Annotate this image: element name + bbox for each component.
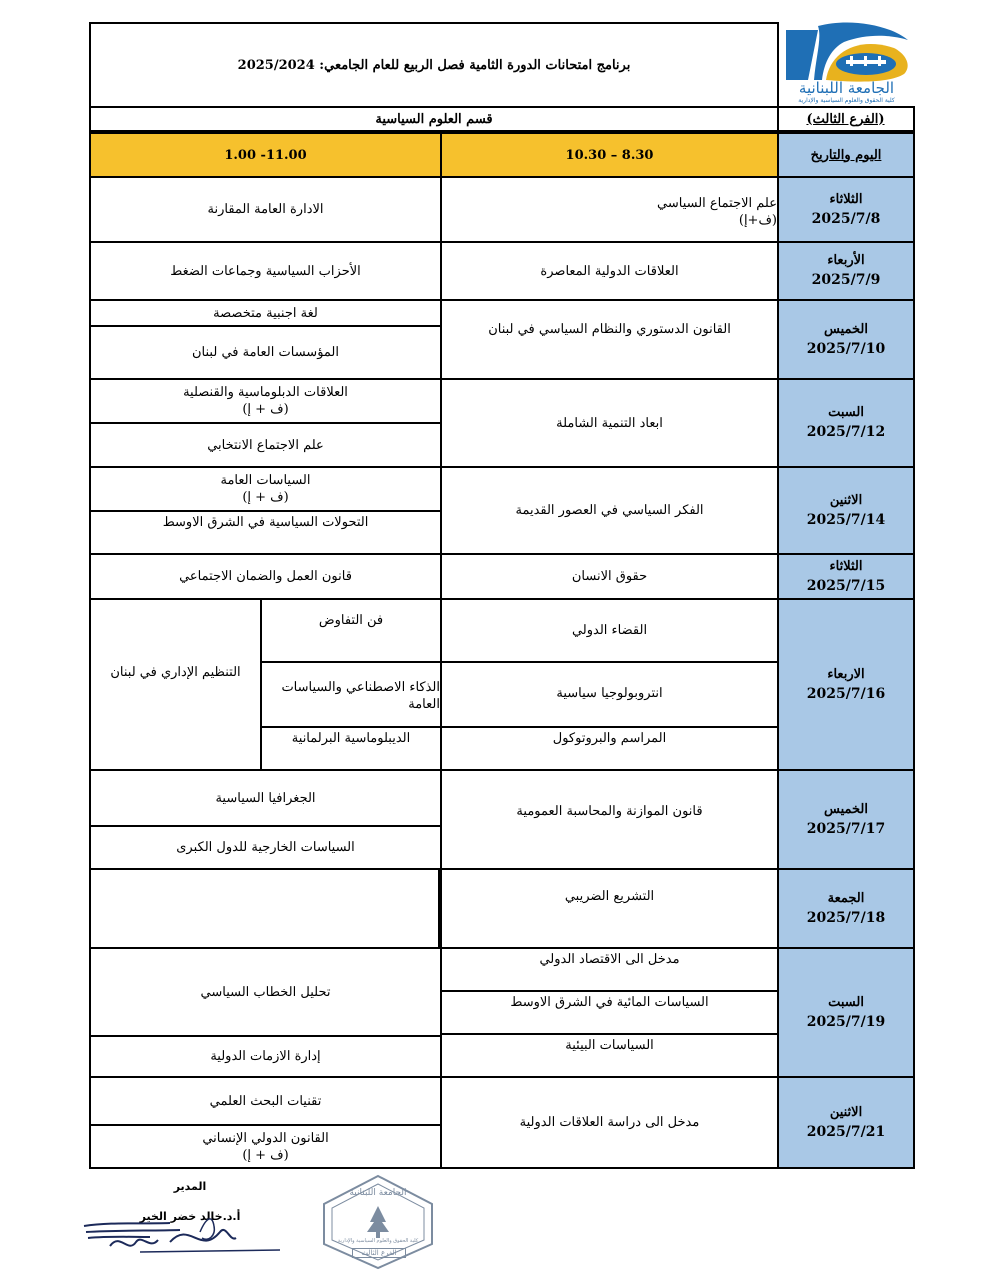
exam-subject: انتروبولوجيا سياسية: [556, 686, 663, 701]
slot1-row9: [440, 868, 779, 949]
slot1c-row7: [440, 726, 779, 771]
day-date: 2025/7/16: [806, 685, 886, 702]
day-name: الثلاثاء: [829, 558, 863, 574]
day-cell-row3: [777, 299, 915, 380]
director-role: المدير: [173, 1180, 207, 1193]
slot2b-row4: [89, 422, 442, 468]
day-cell-row4: [777, 378, 915, 468]
slot1a-row7: [440, 598, 779, 663]
day-date: 2025/7/10: [806, 340, 886, 357]
slot1a-row10: [440, 947, 779, 992]
day-cell-row6: [777, 553, 915, 600]
day-date: 2025/7/17: [806, 820, 886, 837]
day-date: 2025/7/12: [806, 424, 886, 440]
day-name: الجمعة: [827, 890, 865, 906]
exam-subject: لغة اجنبية متخصصة: [213, 305, 318, 321]
logo-subtext: كلية الحقوق والعلوم السياسية والإدارية: [798, 97, 895, 104]
slot2-outer-row7: [89, 598, 262, 771]
exam-note: (ف+إ): [738, 212, 777, 228]
slot2-row9-empty: [89, 868, 442, 949]
slot2-inner-c-row7: [260, 726, 442, 771]
day-date: 2025/7/8: [811, 210, 881, 227]
slot2b-row5: [89, 510, 442, 555]
slot1-row2: [440, 241, 779, 301]
exam-subject: التنظيم الإداري في لبنان: [110, 665, 241, 680]
slot1-row3: [440, 299, 779, 380]
exam-subject: العامة: [408, 696, 440, 712]
exam-subject: السياسات الخارجية للدول الكبرى: [176, 840, 355, 855]
slot2-row1: [89, 176, 442, 243]
signature-icon: [80, 1212, 290, 1262]
day-cell-row7: [777, 598, 915, 771]
logo-text: الجامعة اللبنانية: [798, 79, 895, 97]
slot2-row2: [89, 241, 442, 301]
schedule-title: برنامج امتحانات الدورة الثامية فصل الربيع للعام الجامعي: 2025/2024: [237, 57, 631, 73]
branch-name: (الفرع الثالث): [806, 111, 885, 127]
exam-subject: الجغرافيا السياسية: [215, 790, 316, 806]
exam-subject: تحليل الخطاب السياسي: [200, 984, 331, 1000]
slot2a-row3: [89, 299, 442, 327]
exam-subject: مدخل الى الاقتصاد الدولي: [539, 952, 680, 967]
day-date: 2025/7/18: [806, 909, 886, 926]
exam-subject: المراسم والبروتوكول: [552, 731, 667, 746]
slot1c-row10: [440, 1033, 779, 1078]
slot2a-row4: [89, 378, 442, 424]
day-name: الثلاثاء: [829, 191, 863, 207]
slot2b-row3: [89, 325, 442, 380]
day-name: الخميس: [824, 801, 868, 817]
day-name: الاثنين: [829, 1104, 863, 1120]
slot2-time: 1.00 -11.00: [224, 147, 307, 163]
exam-note: (ف + إ): [242, 490, 289, 505]
exam-subject: الذكاء الاصطناعي والسياسات: [281, 679, 440, 695]
day-cell-row9: [777, 868, 915, 949]
day-cell-row10: [777, 947, 915, 1078]
schedule-title-cell: [89, 22, 779, 108]
slot2b-row11: [89, 1124, 442, 1169]
header-slot1: [440, 132, 779, 178]
exam-subject: علم الاجتماع الانتخابي: [207, 437, 324, 453]
exam-subject: القانون الدولي الإنساني: [202, 1130, 329, 1146]
exam-subject: التحولات السياسية في الشرق الاوسط: [162, 515, 369, 530]
exam-subject: العلاقات الدولية المعاصرة: [540, 263, 679, 279]
slot2a-row11: [89, 1076, 442, 1126]
exam-subject: مدخل الى دراسة العلاقات الدولية: [519, 1115, 700, 1130]
slot1b-row10: [440, 990, 779, 1035]
day-date: 2025/7/14: [806, 511, 886, 528]
day-date: 2025/7/9: [811, 272, 881, 288]
exam-subject: المؤسسات العامة في لبنان: [192, 345, 339, 360]
exam-subject: السياسات المائية في الشرق الاوسط: [510, 995, 709, 1010]
exam-subject: تقنيات البحث العلمي: [209, 1093, 322, 1109]
day-cell-row5: [777, 466, 915, 555]
department-cell: [89, 106, 779, 132]
exam-subject: السياسات البيئية: [565, 1038, 654, 1053]
day-name: الأربعاء: [827, 253, 865, 268]
header-slot2: [89, 132, 442, 178]
stamp-line2: كلية الحقوق والعلوم السياسية والإدارية: [337, 1238, 419, 1244]
day-name: الاربعاء: [827, 666, 865, 682]
slot2-inner-a-row7: [260, 598, 442, 663]
slot2a-row5: [89, 466, 442, 512]
day-date: 2025/7/21: [806, 1123, 886, 1140]
exam-subject: إدارة الازمات الدولية: [210, 1049, 321, 1064]
exam-subject: الادارة العامة المقارنة: [207, 202, 324, 217]
day-date: 2025/7/19: [806, 1013, 886, 1030]
day-cell-row2: [777, 241, 915, 301]
day-date: 2025/7/15: [806, 577, 886, 594]
exam-subject: العلاقات الدبلوماسية والقنصلية: [183, 385, 348, 400]
stamp-line1: الجامعة اللبنانية: [349, 1188, 407, 1198]
exam-subject: قانون الموازنة والمحاسبة العمومية: [516, 804, 703, 819]
exam-subject: الفكر السياسي في العصور القديمة: [515, 503, 704, 518]
slot2-row6: [89, 553, 442, 600]
slot2-inner-b-row7: [260, 661, 442, 728]
exam-subject: فن التفاوض: [318, 613, 384, 628]
slot2a-row10: [89, 947, 442, 1037]
exam-subject: علم الاجتماع السياسي: [657, 195, 777, 211]
day-cell-row11: [777, 1076, 915, 1169]
slot2b-row10: [89, 1035, 442, 1078]
day-name: السبت: [828, 405, 864, 420]
slot1-row11: [440, 1076, 779, 1169]
slot1-row4: [440, 378, 779, 468]
exam-subject: ابعاد التنمية الشاملة: [556, 415, 663, 431]
slot1-row1: [440, 176, 779, 243]
day-name: السبت: [828, 994, 864, 1010]
director-name: أ.د.خالد خضر الخير: [139, 1210, 241, 1223]
exam-subject: القضاء الدولي: [571, 623, 648, 638]
exam-subject: الديبلوماسية البرلمانية: [291, 731, 411, 746]
slot1-row5: [440, 466, 779, 555]
exam-note: (ف + إ): [242, 402, 289, 417]
department-name: قسم العلوم السياسية: [375, 111, 493, 127]
exam-subject: قانون العمل والضمان الاجتماعي: [179, 569, 352, 584]
university-logo: [778, 22, 915, 108]
day-name: الخميس: [824, 321, 868, 337]
slot1-row8: [440, 769, 779, 870]
exam-subject: حقوق الانسان: [571, 569, 648, 584]
slot2b-row8: [89, 825, 442, 870]
official-stamp: [322, 1174, 434, 1270]
day-cell-row1: [777, 176, 915, 243]
day-name: الاثنين: [829, 492, 863, 508]
slot1-time: 10.30 – 8.30: [565, 147, 654, 163]
exam-note: (ف + إ): [242, 1147, 289, 1163]
branch-cell: [778, 106, 915, 132]
stamp-line3: الفرع الثالث: [352, 1248, 406, 1258]
exam-subject: السياسات العامة: [220, 473, 311, 488]
exam-subject: التشريع الضريبي: [564, 889, 655, 904]
slot2a-row8: [89, 769, 442, 827]
exam-subject: الأحزاب السياسية وجماعات الضغط: [170, 263, 361, 279]
day-header-label: اليوم والتاريخ: [810, 147, 882, 163]
slot1-row6: [440, 553, 779, 600]
exam-subject: القانون الدستوري والنظام السياسي في لبنان: [488, 322, 731, 337]
slot1b-row7: [440, 661, 779, 728]
day-cell-row8: [777, 769, 915, 870]
header-day: [777, 132, 915, 178]
